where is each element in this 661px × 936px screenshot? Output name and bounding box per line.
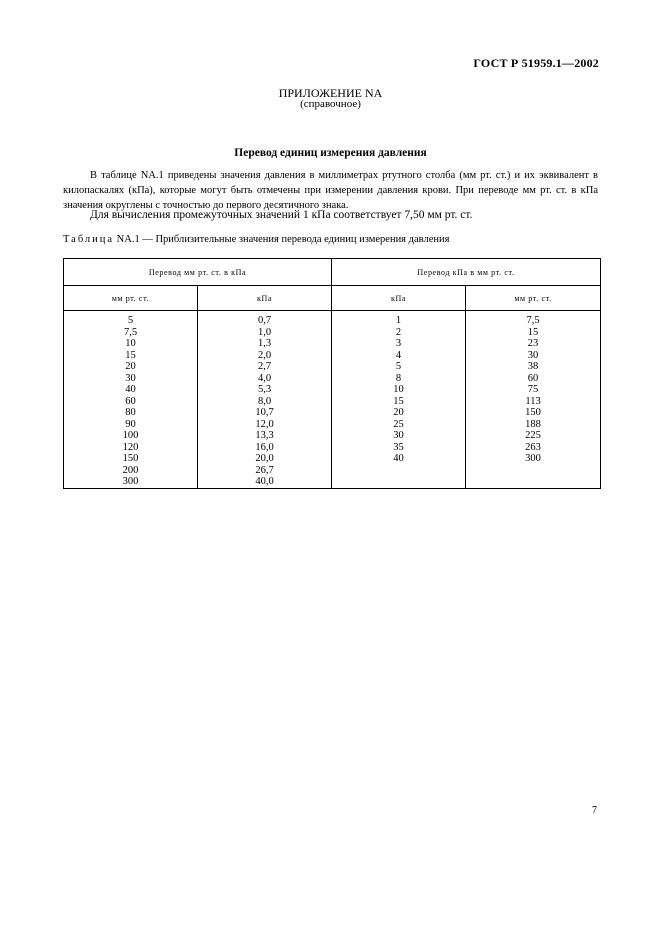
column-left-mmhg [64,311,198,489]
appendix-title: ПРИЛОЖЕНИЕ NA [278,86,383,100]
table-cell: 10 [125,338,136,349]
group-header-kpa-to-mmhg: Перевод кПа в мм рт. ст. [332,259,601,286]
table-cell: 113 [525,395,541,407]
column-right-kpa [332,311,466,489]
column-right-mmhg [466,311,601,489]
table-cell: 300 [122,476,139,487]
page-number: 7 [592,805,597,816]
table-caption [63,234,449,245]
table-cell: 8 [395,372,402,384]
col-header-kpa-right: кПа [332,286,466,311]
table-cell: 7,5 [526,315,540,326]
table-cell: 80 [125,407,136,418]
table-cell: 8,0 [257,395,272,407]
table-cell: 1,3 [257,338,272,349]
table-cell: 0,7 [257,315,272,326]
intro-text: В таблице NA.1 приведены значения давления в миллиметрах ртутного столба (мм рт. ст.) и их эквивалент в килопаскалях (кПа), которые могут быть отмечены при измерении давления крови. При переводе мм рт. ст. в кПа значения округлены с точностью до первого десятичного знака. [63,170,598,211]
table-cell: 150 [525,407,541,418]
conversion-table [63,258,601,489]
table-cell: 10 [393,384,404,395]
table-cell: 5 [395,361,402,372]
table-cell: 40 [125,384,136,395]
table-cell: 40,0 [255,476,274,487]
table-cell: 12,0 [255,418,274,430]
table-cell: 100 [122,430,139,441]
table-caption-text: NA.1 — Приблизительные значения перевода единиц измерения давления [116,234,450,245]
table-cell: 2,0 [257,349,272,361]
table-cell: 7,5 [123,326,138,338]
col-header-kpa-left: кПа [198,286,332,311]
table-cell: 13,3 [255,430,274,441]
table-cell: 5,3 [257,384,272,395]
table-cell: 90 [125,418,136,430]
table-cell: 10,7 [255,407,274,418]
section-title: Перевод единиц измерения давления [234,147,427,159]
table-cell: 25 [393,418,404,430]
appendix-subtitle: (справочное) [300,98,361,110]
table-cell: 15 [125,349,136,361]
table-cell: 300 [525,453,541,464]
table-cell: 60 [125,395,136,407]
table-cell: 263 [525,441,541,453]
table-cell: 40 [393,453,404,464]
table-cell: 225 [525,430,541,441]
table-caption-label: Таблица [63,234,115,245]
table-cell: 30 [125,372,136,384]
intro-paragraph [63,168,598,213]
table-cell: 4,0 [257,372,272,384]
table-cell: 120 [122,441,139,453]
col-header-mmhg-left: мм рт. ст. [64,286,198,311]
table-cell: 150 [122,453,139,464]
column-left-kpa [198,311,332,489]
document-code: ГОСТ Р 51959.1—2002 [473,56,599,70]
table-cell: 35 [393,441,404,453]
table-cell: 15 [527,326,539,338]
table-cell: 1 [395,315,402,326]
table-cell: 20 [393,407,404,418]
conversion-note: Для вычисления промежуточных значений 1 кПа соответствует 7,50 мм рт. ст. [90,209,473,221]
table-cell: 3 [395,338,402,349]
table-cell: 4 [395,349,402,361]
table-cell: 23 [527,338,539,349]
table-cell: 30 [527,349,539,361]
table-cell: 75 [527,384,539,395]
table-cell: 26,7 [255,464,274,476]
table-cell: 5 [127,315,134,326]
table-cell: 200 [122,464,139,476]
table-cell: 1,0 [257,326,272,338]
col-header-mmhg-right: мм рт. ст. [466,286,601,311]
table-cell: 15 [393,395,404,407]
table-cell: 2,7 [257,361,272,372]
table-cell: 38 [527,361,539,372]
table-cell: 60 [527,372,539,384]
table-cell: 188 [525,418,541,430]
table-cell: 30 [393,430,404,441]
group-header-mmhg-to-kpa: Перевод мм рт. ст. в кПа [64,259,332,286]
table-cell: 2 [395,326,402,338]
table-cell: 20 [125,361,136,372]
table-cell: 16,0 [255,441,274,453]
table-cell: 20,0 [255,453,274,464]
